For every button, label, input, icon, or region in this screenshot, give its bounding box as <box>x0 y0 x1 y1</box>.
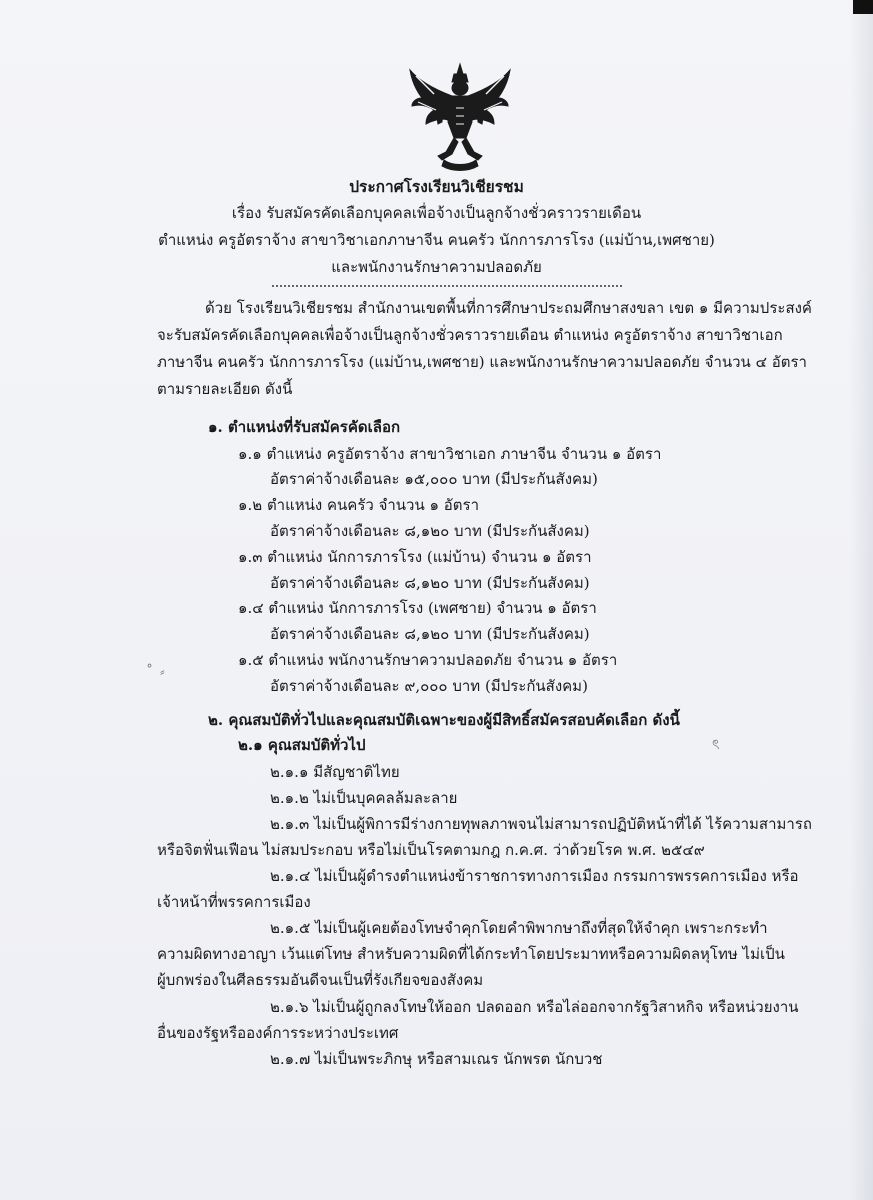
qualification-item-cont: ความผิดทางอาญา เว้นแต่โทษ สำหรับความผิดที่ได้กระทำโดยประมาทหรือความผิดลหุโทษ ไม่เป็น <box>157 945 785 963</box>
qualification-item-cont: หรือจิตฟั่นเฟือน ไม่สมประกอบ หรือไม่เป็นโรคตามกฎ ก.ค.ศ. ว่าด้วยโรค พ.ศ. ๒๕๔๙ <box>157 841 705 859</box>
section-1-heading: ๑. ตำแหน่งที่รับสมัครคัดเลือก <box>208 418 401 436</box>
intro-line-4: ตามรายละเอียด ดังนี้ <box>157 380 293 398</box>
qualification-item: ๒.๑.๔ ไม่เป็นผู้ดำรงตำแหน่งข้าราชการทางการเมือง กรรมการพรรคการเมือง หรือ <box>270 867 799 885</box>
position-item-title: ๑.๔ ตำแหน่ง นักการภารโรง (เพศชาย) จำนวน ๑ อัตรา <box>238 599 597 617</box>
position-item-wage: อัตราค่าจ้างเดือนละ ๘,๑๒๐ บาท (มีประกันสังคม) <box>270 625 590 643</box>
announcement-title: ประกาศโรงเรียนวิเชียรชม <box>349 177 524 196</box>
qualification-item: ๒.๑.๕ ไม่เป็นผู้เคยต้องโทษจำคุกโดยคำพิพากษาถึงที่สุดให้จำคุก เพราะกระทำ <box>270 919 768 937</box>
intro-line-1: ด้วย โรงเรียนวิเชียรชม สำนักงานเขตพื้นที่การศึกษาประถมศึกษาสงขลา เขต ๑ มีความประสงค์ <box>205 299 812 317</box>
position-item-wage: อัตราค่าจ้างเดือนละ ๘,๑๒๐ บาท (มีประกันสังคม) <box>270 522 590 540</box>
qualification-item-cont: เจ้าหน้าที่พรรคการเมือง <box>157 893 311 911</box>
dotted-divider <box>272 285 622 287</box>
positions-line-1: ตำแหน่ง ครูอัตราจ้าง สาขาวิชาเอกภาษาจีน คนครัว นักการภารโรง (แม่บ้าน,เพศชาย) <box>158 231 715 249</box>
garuda-emblem-icon <box>406 60 514 172</box>
position-item-wage: อัตราค่าจ้างเดือนละ ๙,๐๐๐ บาท (มีประกันสังคม) <box>270 677 588 695</box>
scan-corner-mark <box>853 0 873 14</box>
position-item-wage: อัตราค่าจ้างเดือนละ ๑๕,๐๐๐ บาท (มีประกันสังคม) <box>270 470 598 488</box>
section-2-heading: ๒. คุณสมบัติทั่วไปและคุณสมบัติเฉพาะของผู้มีสิทธิ์สมัครสอบคัดเลือก ดังนี้ <box>208 711 680 729</box>
intro-line-3: ภาษาจีน คนครัว นักการภารโรง (แม่บ้าน,เพศชาย) และพนักงานรักษาความปลอดภัย จำนวน ๔ อัตรา <box>157 353 807 371</box>
qualification-item-cont: อื่นของรัฐหรือองค์การระหว่างประเทศ <box>157 1024 399 1042</box>
scan-speck: ⸗ <box>160 664 165 680</box>
qualification-item: ๒.๑.๑ มีสัญชาติไทย <box>270 763 400 781</box>
positions-line-2: และพนักงานรักษาความปลอดภัย <box>331 258 542 276</box>
scan-speck: ৎ <box>712 737 720 753</box>
qualification-item: ๒.๑.๖ ไม่เป็นผู้ถูกลงโทษให้ออก ปลดออก หรือไล่ออกจากรัฐวิสาหกิจ หรือหน่วยงาน <box>270 998 799 1016</box>
position-item-wage: อัตราค่าจ้างเดือนละ ๘,๑๒๐ บาท (มีประกันสังคม) <box>270 574 590 592</box>
intro-line-2: จะรับสมัครคัดเลือกบุคคลเพื่อจ้างเป็นลูกจ้างชั่วคราวรายเดือน ตำแหน่ง ครูอัตราจ้าง สาขาวิชาเอก <box>157 326 783 344</box>
position-item-title: ๑.๓ ตำแหน่ง นักการภารโรง (แม่บ้าน) จำนวน ๑ อัตรา <box>238 548 592 566</box>
qualification-item: ๒.๑.๓ ไม่เป็นผู้พิการมีร่างกายทุพลภาพจนไม่สามารถปฏิบัติหน้าที่ได้ ไร้ความสามารถ <box>270 815 812 833</box>
announcement-subject: เรื่อง รับสมัครคัดเลือกบุคคลเพื่อจ้างเป็นลูกจ้างชั่วคราวรายเดือน <box>231 204 642 222</box>
qualification-item: ๒.๑.๗ ไม่เป็นพระภิกษุ หรือสามเณร นักพรต นักบวช <box>270 1050 603 1068</box>
section-2-1-heading: ๒.๑ คุณสมบัติทั่วไป <box>238 736 366 754</box>
position-item-title: ๑.๕ ตำแหน่ง พนักงานรักษาความปลอดภัย จำนวน ๑ อัตรา <box>238 651 618 669</box>
position-item-title: ๑.๒ ตำแหน่ง คนครัว จำนวน ๑ อัตรา <box>238 496 480 514</box>
position-item-title: ๑.๑ ตำแหน่ง ครูอัตราจ้าง สาขาวิชาเอก ภาษาจีน จำนวน ๑ อัตรา <box>238 445 662 463</box>
qualification-item: ๒.๑.๒ ไม่เป็นบุคคลล้มละลาย <box>270 789 458 807</box>
scan-speck: ˚ <box>146 664 153 680</box>
qualification-item-cont: ผู้บกพร่องในศีลธรรมอันดีจนเป็นที่รังเกียจของสังคม <box>157 971 484 989</box>
